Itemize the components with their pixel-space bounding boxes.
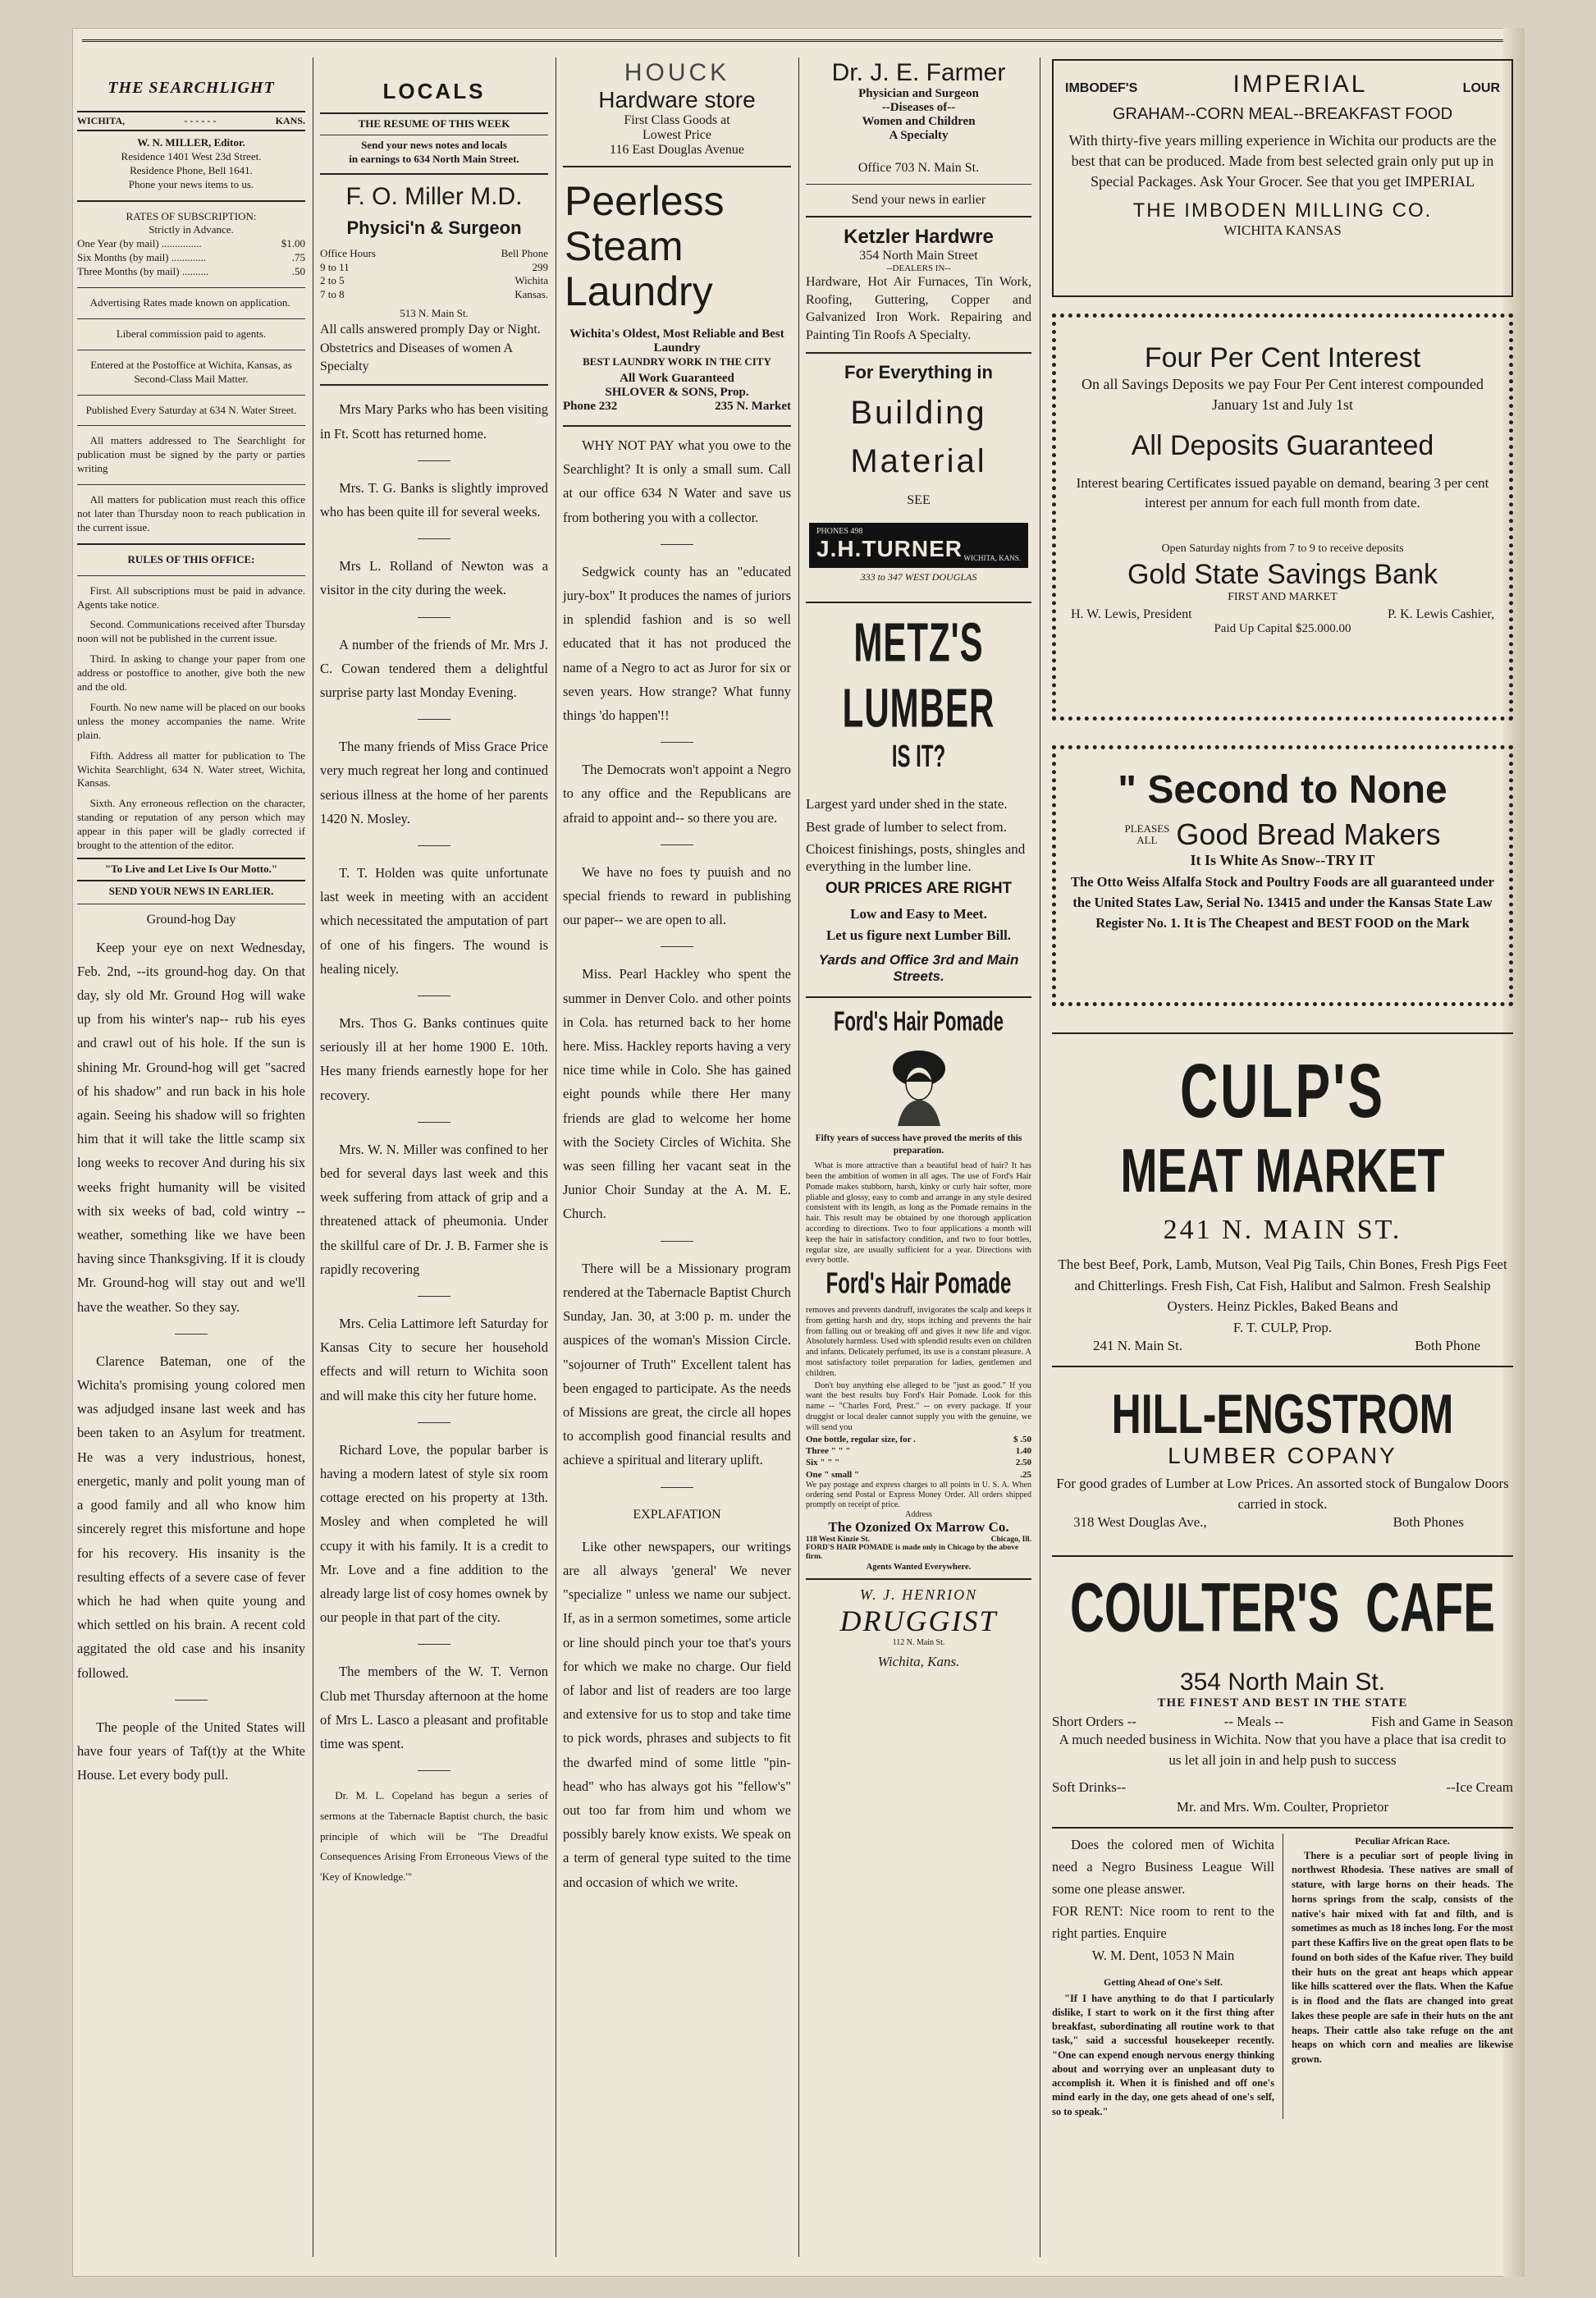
metz-low: Low and Easy to Meet. [850,906,987,922]
rent-item-2: W. M. Dent, 1053 N Main [1091,1947,1235,1963]
bank-name: Gold State Savings Bank [1127,558,1438,590]
bank-ad [1052,314,1513,721]
bank-location: FIRST AND MARKET [1228,590,1338,603]
coulter-fish: Fish and Game in Season [1371,1714,1513,1730]
newspaper-page [72,28,1525,2277]
taft-text: The people of the United States will have four years of Taf(t)y at the White House. Let every body pull. [77,1719,305,1783]
locals-send: Send your news notes and locals [361,138,507,151]
building-ad [806,362,1031,584]
ketzler-text: Hardware, Hot Air Furnaces, Tin Work, Roofing, Guttering, Copper and Galvanized Iron Work. Repairing and Painting Tin Roofs A Specialty. [806,275,1031,342]
column-4 [801,54,1036,2262]
masthead-city [77,111,305,131]
editor-phone: Residence Phone, Bell 1641. [130,163,253,176]
coulter-text: A much needed business in Wichita. Now that you have a place that isa credit to us let all join in and help push to success [1059,1732,1507,1768]
culp-address-2: 241 N. Main St. [1093,1338,1183,1353]
houck-address: 116 East Douglas Avenue [610,143,744,157]
houck-ad [563,59,791,158]
ford-agents: Agents Wanted Everywhere. [866,1562,972,1572]
rate-label: Three Months (by mail) .......... [77,265,209,278]
city-left: WICHITA, [77,115,126,126]
farmer-line-1: Physician and Surgeon [858,87,979,100]
metz-ad [806,611,1031,985]
locals-resume: THE RESUME OF THIS WEEK [358,117,510,130]
ford-fifty: Fifty years of success have proved the merits of this preparation. [815,1133,1022,1156]
ford-warn: Don't buy anything else alleged to be "just as good." If you want the best results buy Ford's Hair Pomade. Look for this name -- "Charles Ford, Prest." -- on every package. If your druggist or local dealer cannot supply you with the genuine, we will send you [806,1380,1031,1432]
rate-label: Six Months (by mail) ............. [77,251,207,264]
metz-let: Let us figure next Lumber Bill. [825,927,1012,944]
metz-line-2: LUMBER [842,676,995,739]
laundry-address: 235 N. Market [715,400,791,413]
druggist-title: DRUGGIST [839,1604,998,1637]
editor-name: W. N. MILLER, Editor. [137,136,245,149]
column-locals [315,54,553,2262]
column-masthead [72,54,310,2262]
groundhog-title: Ground-hog Day [146,912,236,927]
ketzler-dealers: --DEALERS IN-- [886,263,951,273]
culp-prop: F. T. CULP, Prop. [1232,1319,1333,1335]
laundry-line-1: Wichita's Oldest, Most Reliable and Best Laundry [569,327,784,355]
column-rule [798,57,799,2257]
bank-guarantee: All Deposits Guaranteed [1131,430,1434,462]
entered-note: Entered at the Postoffice at Wichita, Kansas, as Second-Class Mail Matter. [90,358,292,385]
bank-line-1: On all Savings Deposits we pay Four Per Cent interest compounded January 1st and July 1st [1082,376,1484,414]
rate-price: $1.00 [281,237,305,250]
druggist-city: Wichita, Kans. [877,1653,960,1669]
farmer-office: Office 703 N. Main St. [857,161,980,175]
groundhog-text: Keep your eye on next Wednesday, Feb. 2nd, --its ground-hog day. On that day, sly old Mr. Ground Hog will wake up from his winter's nap-- rub his eyes and crawl out of his hole. If the sun is shining Mr. Ground-hog will get "sacred of his shadow" and run back in his hole again. Seeing his shadow will so frighten him that it will take the little scamp six long weeks to recover And during his six weeks fright humanity will be visited with six weeks of bad, cold wintry -- weather, something like we have been having since Thanksgiving. If it is cloudy Mr. Ground-hog will stay out and we'll have the weather. So they say. [77,939,305,1315]
phone-1: 299 [532,260,548,273]
druggist-ad [806,1586,1031,1670]
phone-label: Bell Phone [501,246,548,259]
turner-name: J.H.TURNER [816,536,963,562]
coulter-prop: Mr. and Mrs. Wm. Coulter, Proprietor [1176,1798,1389,1815]
culp-name: CULP'S [1179,1047,1386,1134]
send-news-note: SEND YOUR NEWS IN EARLIER. [108,884,274,897]
turner-city: WICHITA, KANS. [963,554,1021,563]
turner-phone: PHONES 498 [816,527,863,537]
houck-line-2: Lowest Price [643,128,711,142]
weiss-good: Good Bread Makers [1176,817,1441,851]
rule-item: Second. Communications received after Thursday noon will not be published in the current issue. [77,618,305,645]
weiss-ad [1052,745,1513,1006]
hours-label: Office Hours [320,246,376,259]
hours-1: 9 to 11 [320,260,350,273]
col3-item: WHY NOT PAY what you owe to the Searchlight? It is only a small sum. Call at our office 634 N Water and save us from bothering you with a collector. [563,437,791,525]
rule-item: Third. In asking to change your paper from one address or postoffice to another, give both the new and the old. [77,652,305,694]
hill-name: HILL-ENGSTROM [1111,1383,1454,1445]
ford-street: 118 West Kinzie St. [806,1535,870,1544]
farmer-line-2: --Diseases of-- [881,101,956,114]
explanation-title: EXPLAFATION [633,1507,721,1522]
local-item: T. T. Holden was quite unfortunate last week in meeting with an accident which necessitated the amputation of part of one of his fingers. The wound is healing nicely. [320,864,548,977]
imperial-text: With thirty-five years milling experience in Wichita our products are the best that can be produced. Made from best selected grain only put up in Special Packages. Ask Your Grocer. See that you get IMPERIAL [1068,132,1497,190]
local-item: A number of the friends of Mr. Mrs J. C. Cowan tendered them a delightful surprise party last Monday Evening. [320,636,548,700]
city-1: Wichita [514,274,548,287]
miller-title: Physici'n & Surgeon [346,217,522,238]
editor-residence: Residence 1401 West 23d Street. [121,149,262,163]
ford-price: $ .50 [1013,1434,1031,1444]
hill-phone: Both Phones [1392,1514,1464,1531]
imperial-company: THE IMBODEN MILLING CO. [1132,199,1433,222]
ford-price: 1.40 [1015,1445,1031,1456]
col3-item: The Democrats won't appoint a Negro to any office and the Republicans are afraid to appoint and-- so there you are. [563,762,791,826]
bank-open: Open Saturday nights from 7 to 9 to receive deposits [1161,542,1404,555]
coulter-soft: Soft Drinks-- [1052,1778,1127,1795]
rates-block [77,210,305,279]
city-right: KANS. [275,115,305,126]
motto: "To Live and Let Live Is Our Motto." [104,862,278,875]
coulter-orders: Short Orders -- [1052,1714,1136,1730]
ford-title: Ford's Hair Pomade [834,1005,1004,1037]
ford-price: .25 [1020,1469,1031,1480]
coulter-name: COULTER'S [1070,1569,1340,1647]
league-item: Does the colored men of Wichita need a Negro Business League Will some one please answer. [1052,1836,1274,1897]
ketzler-address: 354 North Main Street [859,249,978,263]
ahead-title: Getting Ahead of One's Self. [1103,1975,1223,1988]
laundry-phone: Phone 232 [563,400,618,413]
ketzler-name: Ketzler Hardwre [844,226,994,248]
rates-sub: Strictly in Advance. [149,223,234,236]
local-item: Mrs Mary Parks who has been visiting in Ft. Scott has returned home. [320,401,548,442]
weiss-all: ALL [1136,834,1158,846]
locals-send-2: in earnings to 634 North Main Street. [349,152,519,165]
bank-line-2: Interest bearing Certificates issued payable on demand, bearing 3 per cent interest per annum for each full month from date. [1076,475,1489,511]
local-item: Richard Love, the popular barber is having a modern latest of style six room cottage erected on his property at 13th. Mosley and when completed he will ccupy it with his family. It is a credit to Mr. Love and a fine addition to the already large list of cosy homes ownek by our people in that part of the city. [320,1441,548,1626]
editor-block [77,136,305,192]
miller-note: All calls answered promply Day or Night. Obstetrics and Diseases of women A Specialty [320,323,541,373]
published-note: Published Every Saturday at 634 N. Water Street. [85,403,297,416]
druggist-address: 112 N. Main St. [892,1637,945,1647]
miller-ad [320,183,548,377]
woman-portrait-icon [886,1047,952,1126]
building-see: SEE [907,493,931,508]
imperial-sub: GRAHAM--CORN MEAL--BREAKFAST FOOD [1112,105,1453,123]
metz-item: Largest yard under shed in the state. [806,796,1008,813]
farmer-name: Dr. J. E. Farmer [831,59,1006,86]
imperial-right: LOUR [1462,81,1500,95]
hill-text: For good grades of Lumber at Low Prices. An assorted stock of Bungalow Doors carried in stock. [1056,1476,1509,1512]
coulter-meals: -- Meals -- [1223,1714,1284,1730]
locals-title: LOCALS [382,79,486,103]
local-item: Mrs. W. N. Miller was confined to her bed for several days last week and this week suffering from attack of grip and a threatened attack of pheumonia. Under the skillful care of Dr. J. B. Farmer she is rapidly recovering [320,1141,548,1277]
imperial-left: IMBODEF'S [1065,81,1138,95]
weiss-pleases: PLEASES [1124,822,1170,835]
ford-pay: We pay postage and express charges to all points in U. S. A. When ordering send Postal or Express Money Order. All orders shipped promptly on receipt of price. [806,1480,1031,1509]
laundry-ad [563,179,791,414]
local-item: Mrs. T. G. Banks is slightly improved who has been quite ill for several weeks. [320,479,548,520]
matters-note: All matters addressed to The Searchlight for publication must be signed by the party or parties writing [77,434,305,475]
ford-price-label: Six " " " [806,1458,840,1468]
copeland-item: Dr. M. L. Copeland has begun a series of sermons at the Tabernacle Baptist church, the basic principle of which will be "The Dreadful Consequences Arising From Erroneous Views of the 'Key of Knowledge.'" [320,1789,548,1883]
ford-city: Chicago, Ill. [990,1535,1031,1544]
commission-note: Liberal commission paid to agents. [116,327,267,340]
weiss-title: " Second to None [1118,768,1447,812]
rate-price: .50 [291,265,305,278]
laundry-line-2: BEST LAUNDRY WORK IN THE CITY [583,355,771,368]
laundry-name: Peerless Steam Laundry [565,178,725,314]
coulter-finest: THE FINEST AND BEST IN THE STATE [1157,1696,1408,1710]
bottom-right [1283,1833,1513,2119]
miller-name: F. O. Miller M.D. [345,182,523,210]
miller-address: 513 N. Main St. [400,307,469,320]
local-item: The many friends of Miss Grace Price very much regreat her long and continued serious illness at the home of her parents 1420 N. Mosley. [320,739,548,826]
african-text: There is a peculiar sort of people living in northwest Rhodesia. These natives are small of stature, with large horns on their heads. The horns springs from the scalp, consists of the native's hair mixed with fat and filth, and is sometimes as much as 18 inches long. For the most part these Kaffirs live on the great open flats to be found on both sides of the Kafue river. They build their huts on the great ant heaps which appear like hills scattered over the flats. When the Kafue is in flood and the flats are changed into great lakes these people are safe in their huts on the ant heaps. Their cattle also take refuge on the ant heaps on which corn and mealies are likewise grown. [1292,1849,1513,2066]
metz-yards: Yards and Office 3rd and Main Streets. [818,952,1019,985]
hill-ad [1052,1384,1513,1531]
rules-title: RULES OF THIS OFFICE: [127,552,255,565]
building-line-2: Building [850,395,987,432]
laundry-line-4: SHLOVER & SONS, Prop. [605,386,749,399]
culp-ad [1052,1047,1513,1354]
groundhog-article [77,936,305,1788]
local-item: Mrs. Celia Lattimore left Saturday for Kansas City to secure her household effects and will return to Wichita soon and will make this city her future home. [320,1315,548,1403]
local-item: The members of the W. T. Vernon Club met Thursday afternoon at the home of Mrs L. Lasco a pleasant and profitable time was spent. [320,1664,548,1752]
metz-line-1: METZ'S [853,611,984,674]
houck-store: Hardware store [598,87,756,112]
ford-price: 2.50 [1015,1458,1031,1468]
advertising-note: Advertising Rates made known on application. [89,296,290,309]
col3-item: There will be a Missionary program rendered at the Tabernacle Baptist Church Sunday, Jan. 30, at 3:00 p. m. under the auspices of the woman's Mission Circle. "sojourner of Truth" Excellent talent has been engaged to participate. As the needs of Missions are great, the circle all hopes to accomplish good financial results and achieve a spiritual and literary uplift. [563,1260,791,1468]
ford-made: FORD'S HAIR POMADE is made only in Chicago by the above firm. [806,1543,1019,1562]
bottom-left [1052,1833,1283,2119]
bank-cashier: P. K. Lewis Cashier, [1387,607,1494,621]
weiss-text: The Otto Weiss Alfalfa Stock and Poultry Foods are all guaranteed under the United States Law, Serial No. 13415 and under the Kansas State Law Register No. 1. It is The Cheapest and BEST FOOD on the Mark [1071,874,1494,931]
ford-price-label: One " small " [806,1469,860,1480]
coulter-address: 354 North Main St. [1179,1669,1386,1696]
bank-capital: Paid Up Capital $25.000.00 [1214,621,1351,635]
send-news-note: Send your news in earlier [851,193,986,207]
rate-price: .75 [291,251,305,264]
column-3 [558,54,796,2262]
state-1: Kansas. [514,288,548,301]
col3-item: We have no foes ty puuish and no special friends to reward in publishing our paper-- we are open to all. [563,863,791,928]
metz-item: Best grade of lumber to select from. [806,818,1008,835]
rules-list [77,584,305,853]
imperial-city: WICHITA KANSAS [1223,222,1342,238]
hill-address: 318 West Douglas Ave., [1073,1514,1207,1531]
weiss-white: It Is White As Snow--TRY IT [1190,852,1375,868]
ahead-text: "If I have anything to do that I particularly dislike, I start to work on it the first thing after breakfast, subordinating all routine work to that task," said a successful housekeeper recently. "One can expend enough nervous energy thinking about and worrying over an unpleasant duty to accomplish it. When it is finished and off one's mind early in the day, one gets ahead of one's self, so to speak." [1052,1992,1274,2117]
coulter-ad [1052,1569,1513,1815]
houck-name: HOUCK [624,59,730,86]
bottom-items [1052,1833,1513,2119]
rates-title: RATES OF SUBSCRIPTION: [126,209,257,222]
african-title: Peculiar African Race. [1355,1834,1450,1847]
hours-3: 7 to 8 [320,288,345,301]
top-rule [82,39,1515,42]
locals-items [320,397,548,1887]
masthead-title: THE SEARCHLIGHT [107,79,275,97]
explanation-text: Like other newspapers, our writings are all always 'general' We never "specialize " unless we name our subject. If, as in a sermon sometimes, some article or line should pinch your toe that's yours for which we make no charge. Our field of labor and list of readers are too large and extensive for us to stop and take time to pick words, phrases and subjects to fit the dwarfed mind of some little "pin-head" who has always got his "fellow's" out too far from him und whom we possibly barely know exists. We speak on a term of general type suited to the time and occasion of which we write. [563,1538,791,1890]
culp-address: 241 N. MAIN ST. [1163,1215,1402,1245]
imperial-name: IMPERIAL [1232,71,1368,98]
rule-item: Fourth. No new name will be placed on our books unless the money accompanies the name. Write plain. [77,700,305,741]
rule-item: First. All subscriptions must be paid in advance. Agents take notice. [77,584,305,611]
rule-item: Fifth. Address all matter for publication to The Wichita Searchlight, 634 N. Water street, Wichita, Kansas. [77,748,305,790]
metz-list [806,795,1031,875]
farmer-line-4: A Specialty [889,129,949,142]
farmer-line-3: Women and Children [862,115,976,128]
culp-phone: Both Phone [1415,1338,1480,1353]
building-line-1: For Everything in [844,362,993,383]
hours-2: 2 to 5 [320,274,345,287]
metz-prices: OUR PRICES ARE RIGHT [825,880,1013,898]
col3-item: Sedgwick county has an "educated jury-box" It produces the names of juriors in splendid fashion and is so well educated that it has not produced the name of a Negro to act as Juror for six or seven years. How strange? What funny things 'do happen'!! [563,563,791,724]
bank-title: Four Per Cent Interest [1144,342,1421,373]
rule-item: Sixth. Any erroneous reflection on the character, standing or reputation of any person which may appear in this paper will be gladly corrected if brought to the attention of the editor. [77,797,305,851]
hill-sub: LUMBER COPANY [1168,1443,1397,1468]
imperial-ad [1052,59,1513,297]
ford-company: The Ozonized Ox Marrow Co. [828,1518,1009,1535]
coulter-cream: --Ice Cream [1446,1778,1513,1795]
farmer-ad [806,59,1031,176]
matters-note-2: All matters for publication must reach this office not later than Thursday noon to reach publication in the current issue. [77,493,305,533]
ford-price-label: One bottle, regular size, for . [806,1434,916,1444]
col3-items [563,433,791,1894]
ford-address-label: Address [905,1509,932,1519]
col3-item: Miss. Pearl Hackley who spent the summer in Denver Colo. and other points in Cola. has returned back to her home here. Miss. Hackley reports having a very nice time while in Colo. She has gained eight pounds while there Her many friends are glad to welcome her home with the Society Circles of Wichita. She was seen filling her vacant seat in the Junior Choir Sunday at the A. M. E. Church. [563,966,791,1222]
ford-text-1: What is more attractive than a beautiful head of hair? It has been the ambition of women in all ages. The use of Ford's Hair Pomade makes stubborn, harsh, kinky or curly hair softer, more pliable and glossy, easy to comb and arrange in any style desired consistent with its length, as long as the Pomade remains in the hair. This result may be obtained by one thorough application according to directions. Two to four applications a month will keep the hair in satisfactory condition, and two to four bottles, regular size, are usually sufficient for a year. Directions with every bottle. [806,1161,1031,1266]
ford-ad [806,1005,1031,1572]
coulter-cafe: CAFE [1365,1569,1495,1647]
rent-item: FOR RENT: Nice room to rent to the right parties. Enquire [1052,1902,1274,1941]
local-item: Mrs. Thos G. Banks continues quite seriously ill at her home 1900 E. 10th. Hes many friends earnestly hope for her recovery. [320,1014,548,1103]
editor-news: Phone your news items to us. [128,177,254,190]
turner-address: 333 to 347 WEST DOUGLAS [860,571,977,584]
ford-price-label: Three " " " [806,1445,851,1456]
ford-text-2: removes and prevents dandruff, invigorates the scalp and keeps it from getting harsh and dry, stops itching and prevents the hair from falling out or breaking off and gives it new life and vigor. Absolutely harmless. Used with splendid results even on children and infants. Delicately perfumed, its use is a constant pleasure. A most satisfactory toilet preparation for ladies, gentlemen and children. [806,1306,1031,1378]
turner-logo [809,523,1028,568]
rate-label: One Year (by mail) ............... [77,237,202,250]
druggist-name: W. J. HENRION [859,1586,978,1603]
local-item: Mrs L. Rolland of Newton was a visitor in the city during the week. [320,558,548,598]
culp-market: MEAT MARKET [1120,1137,1445,1206]
houck-line-1: First Class Goods at [624,113,730,127]
laundry-line-3: All Work Guaranteed [620,372,734,385]
metz-line-3: IS IT? [891,739,946,776]
bateman-text: Clarence Bateman, one of the Wichita's promising young colored men was adjudged insane last week and has been taken to an Asylum for treatment. He was a very industrious, honest, energetic, manly and polit young man of a good family and all who know him sincerely regret this misfortune and hope for his recovery. His insanity is the resulting effects of a severe case of fever which he had when quite young and which settled on his brain. A recent cold aggitated the old case and his insanity followed. [77,1353,305,1681]
bank-president: H. W. Lewis, President [1071,607,1192,621]
culp-text: The best Beef, Pork, Lamb, Mutson, Veal Pig Tails, Chin Bones, Fresh Pigs Feet and Chitterlings. Fresh Fish, Cat Fish, Halibut and Salmon. Fresh Sealship Oysters. Heinz Pickles, Baked Beans and [1058,1257,1507,1314]
ford-title-2: Ford's Hair Pomade [825,1267,1012,1301]
column-ads [1042,54,1525,2262]
building-line-3: Material [850,443,987,480]
ketzler-ad [806,226,1031,344]
metz-item: Choicest finishings, posts, shingles and everything in the lumber line. [806,840,1026,875]
city-dots: - - - - - - [184,115,217,126]
